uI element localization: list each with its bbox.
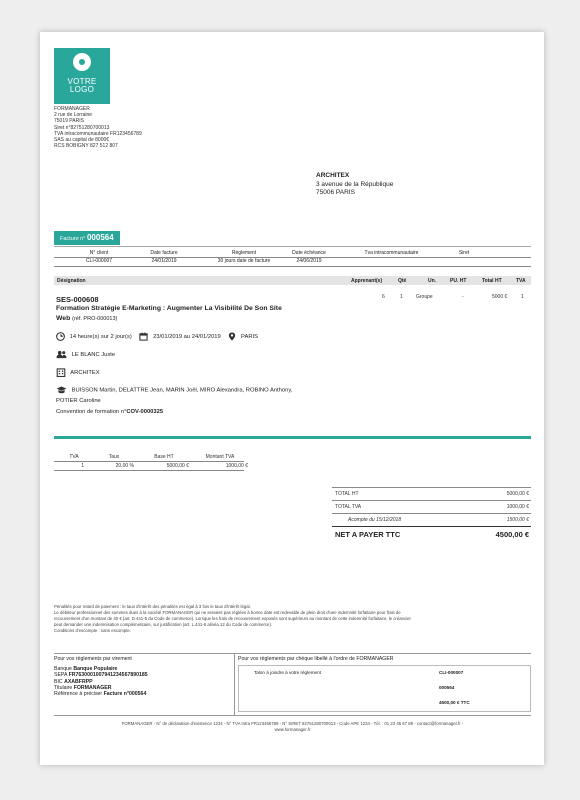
invoice-prefix: Facture n° — [60, 236, 86, 242]
invoice-number: 000564 — [86, 233, 114, 242]
deposit-value: 1500,00 € — [506, 517, 529, 523]
trainer-name: LE BLANC Juste — [71, 352, 116, 359]
iban: FR7630001007941234567890185 — [68, 672, 148, 679]
total-ht-label: TOTAL HT — [335, 491, 359, 497]
col-designation: Désignation — [57, 277, 86, 284]
legal-line: peut demander une indemnisation complémentaire, sur justification (art. L.441-6 alinéa 12 du Code de commerce). — [54, 622, 273, 627]
company-name: ARCHITEX — [70, 370, 100, 377]
total-tva-label: TOTAL TVA — [335, 504, 362, 510]
due-date: 24/06/2019 — [296, 258, 322, 264]
invoice-date: 24/01/2019 — [151, 258, 177, 264]
net-to-pay-label: NET A PAYER TTC — [335, 530, 401, 539]
legal-line: Pénalités pour retard de paiement : le taux d'intérêt des pénalités est égal à 3 fois le taux d'intérêt légal. — [54, 604, 251, 609]
convention-label: Convention de formation n° — [56, 409, 127, 415]
vat-header: TVA — [69, 454, 79, 460]
item-unit: Groupe — [416, 294, 433, 300]
legal-line: Le débiteur professionnel des sommes dues à la société FORMANAGER qui ne seraient pas réglées à bonne date est redevable de plein droit d'une indemnité forfaitaire pour frais de — [54, 610, 401, 615]
footer-website: www.formanager.fr — [274, 727, 311, 732]
footer-line: FORMANAGER - N° de déclaration d'existence 1234 - N° TVA Intra FR123456789 - N° SIRET 82751280700013 - Code APE 1234 - Tél. : 01 23 45 67 89 - contact@formanager.fr - — [121, 721, 464, 726]
info-header: N° client — [89, 250, 109, 256]
info-header: Siret — [458, 250, 470, 256]
recipient-address-line1: 3 avenue de la République — [316, 180, 394, 188]
graduation-cap-icon — [56, 386, 67, 394]
cheque-info — [238, 656, 531, 705]
trainer-row — [56, 350, 115, 359]
duration-row — [56, 332, 258, 341]
users-icon — [56, 350, 67, 359]
cheque-stub-label: Talon à joindre à votre règlement — [254, 670, 321, 675]
company-row — [56, 368, 100, 377]
vat-cell: 20,00 % — [115, 463, 134, 469]
city-text: PARIS — [241, 334, 258, 341]
info-header: Tva intracommunautaire — [364, 250, 419, 256]
course-title: Formation Stratégie E-Marketing : Augmenter La Visibilité De Son Site — [56, 305, 282, 312]
session-code: SES-000608 — [56, 295, 99, 304]
sender-line: TVA intracommunautaire FR123456789 — [54, 130, 142, 137]
item-total: 5000 € — [492, 294, 508, 300]
vat-header: Montant TVA — [205, 454, 235, 460]
learners-list-cont: POTIER Caroline — [56, 398, 101, 404]
vat-cell: 1000,00 € — [225, 463, 248, 469]
bank-transfer-info: Pour vos règlements par virement Banque Banque Populaire SEPA FR7630001007941234567890185 BIC AXABFRPP Titulaire FORMANAGER Référence à préciser Facture n°000564 — [54, 656, 234, 697]
col-unit: Un. — [428, 277, 437, 284]
course-ref: (réf. PRO-000013) — [72, 316, 118, 322]
sender-line: 75019 PARIS — [54, 118, 84, 125]
info-header: Date facture — [150, 250, 178, 256]
cheque-amount: 4500,00 € TTC — [439, 700, 470, 705]
invoice-info-table — [54, 250, 531, 266]
section-divider — [54, 436, 531, 439]
calendar-icon — [139, 332, 148, 341]
divider — [54, 246, 531, 247]
invoice-number-badge — [54, 231, 120, 245]
course-title-cont: Web — [56, 315, 71, 322]
recipient-address — [316, 172, 393, 198]
sender-line: SAS au capital de 8000€ — [54, 137, 110, 144]
vat-cell: 1 — [81, 463, 84, 469]
cheque-client: CLI-000007 — [439, 670, 464, 675]
bank-transfer-heading: Pour vos règlements par virement — [54, 656, 132, 662]
vat-header: Base HT — [154, 454, 174, 460]
total-ht-value: 5000,00 € — [506, 491, 529, 497]
sender-address — [54, 106, 174, 149]
items-table-header — [54, 276, 531, 285]
convention-row — [56, 409, 163, 415]
legal-line: recouvrement d'un montant de 40 € (art. D.441-5 du Code de commerce). Lorsque les frais de recouvrement exposés sont supérieurs au montant de cette indemnité forfaitaire, le créancier — [54, 616, 411, 621]
item-qty: 1 — [400, 294, 403, 300]
vat-header: Taux — [108, 454, 120, 460]
cheque-invoice: 000564 — [439, 685, 455, 690]
payment-reference: Facture n°000564 — [103, 691, 147, 698]
info-header: Règlement — [231, 250, 257, 256]
learners-row — [56, 386, 292, 394]
duration-text: 14 heure(s) sur 2 jour(s) — [69, 334, 132, 341]
deposit-label: Acompte du 15/12/2018 — [348, 517, 402, 523]
learners-list: BUISSON Martin, DELATTRE Jean, MARIN Joël, MIRO Alexandra, ROBINO Anthony, — [71, 387, 293, 394]
legal-mentions — [54, 604, 534, 634]
dates-text: 23/01/2019 au 24/01/2019 — [153, 334, 221, 341]
payment-terms: 30 jours date de facture — [217, 258, 271, 264]
info-header: Date échéance — [292, 250, 326, 256]
clock-icon — [56, 332, 65, 341]
vat-cell: 5000,00 € — [166, 463, 189, 469]
total-tva-value: 1000,00 € — [506, 504, 529, 510]
bank-name: Banque Populaire — [73, 666, 118, 673]
bic: AXABFRPP — [64, 678, 93, 685]
col-unit-price: PU. HT — [450, 277, 467, 284]
legal-line: Conditions d'escompte : sans escompte. — [54, 628, 132, 633]
col-apprenants: Apprenant(s) — [351, 277, 383, 284]
invoice-page — [40, 32, 544, 765]
cheque-heading: Pour vos règlements par chèque libellé à l'ordre de FORMANAGER — [238, 656, 394, 662]
sender-line: 2 rue de Lorraine — [54, 112, 93, 119]
logo-line2: LOGO — [69, 85, 95, 94]
logo-circle-icon — [73, 53, 91, 71]
net-to-pay-value: 4500,00 € — [495, 530, 529, 539]
sender-line: RCS BOBIGNY 827 512 807 — [54, 143, 118, 150]
logo-line1: VOTRE — [67, 77, 97, 86]
item-tva: 1 — [521, 294, 524, 300]
company-logo — [54, 48, 110, 104]
col-total: Total HT — [482, 277, 502, 284]
location-pin-icon — [228, 332, 236, 341]
cheque-stub — [238, 665, 531, 712]
client-number: CLI-000007 — [85, 258, 113, 264]
convention-number: COV-0000325 — [126, 409, 164, 415]
account-holder: FORMANAGER — [73, 684, 112, 691]
sender-line: Siret n°82751280700013 — [54, 124, 110, 131]
col-tva: TVA — [516, 277, 526, 284]
sender-line: FORMANAGER — [54, 106, 90, 112]
recipient-address-line2: 75006 PARIS — [316, 189, 355, 196]
building-icon — [56, 368, 66, 377]
col-qte: Qté — [398, 277, 407, 284]
page-footer — [54, 721, 531, 733]
recipient-name: ARCHITEX — [316, 172, 350, 179]
item-apprenants: 6 — [382, 294, 385, 300]
item-unit-price: - — [462, 294, 464, 300]
